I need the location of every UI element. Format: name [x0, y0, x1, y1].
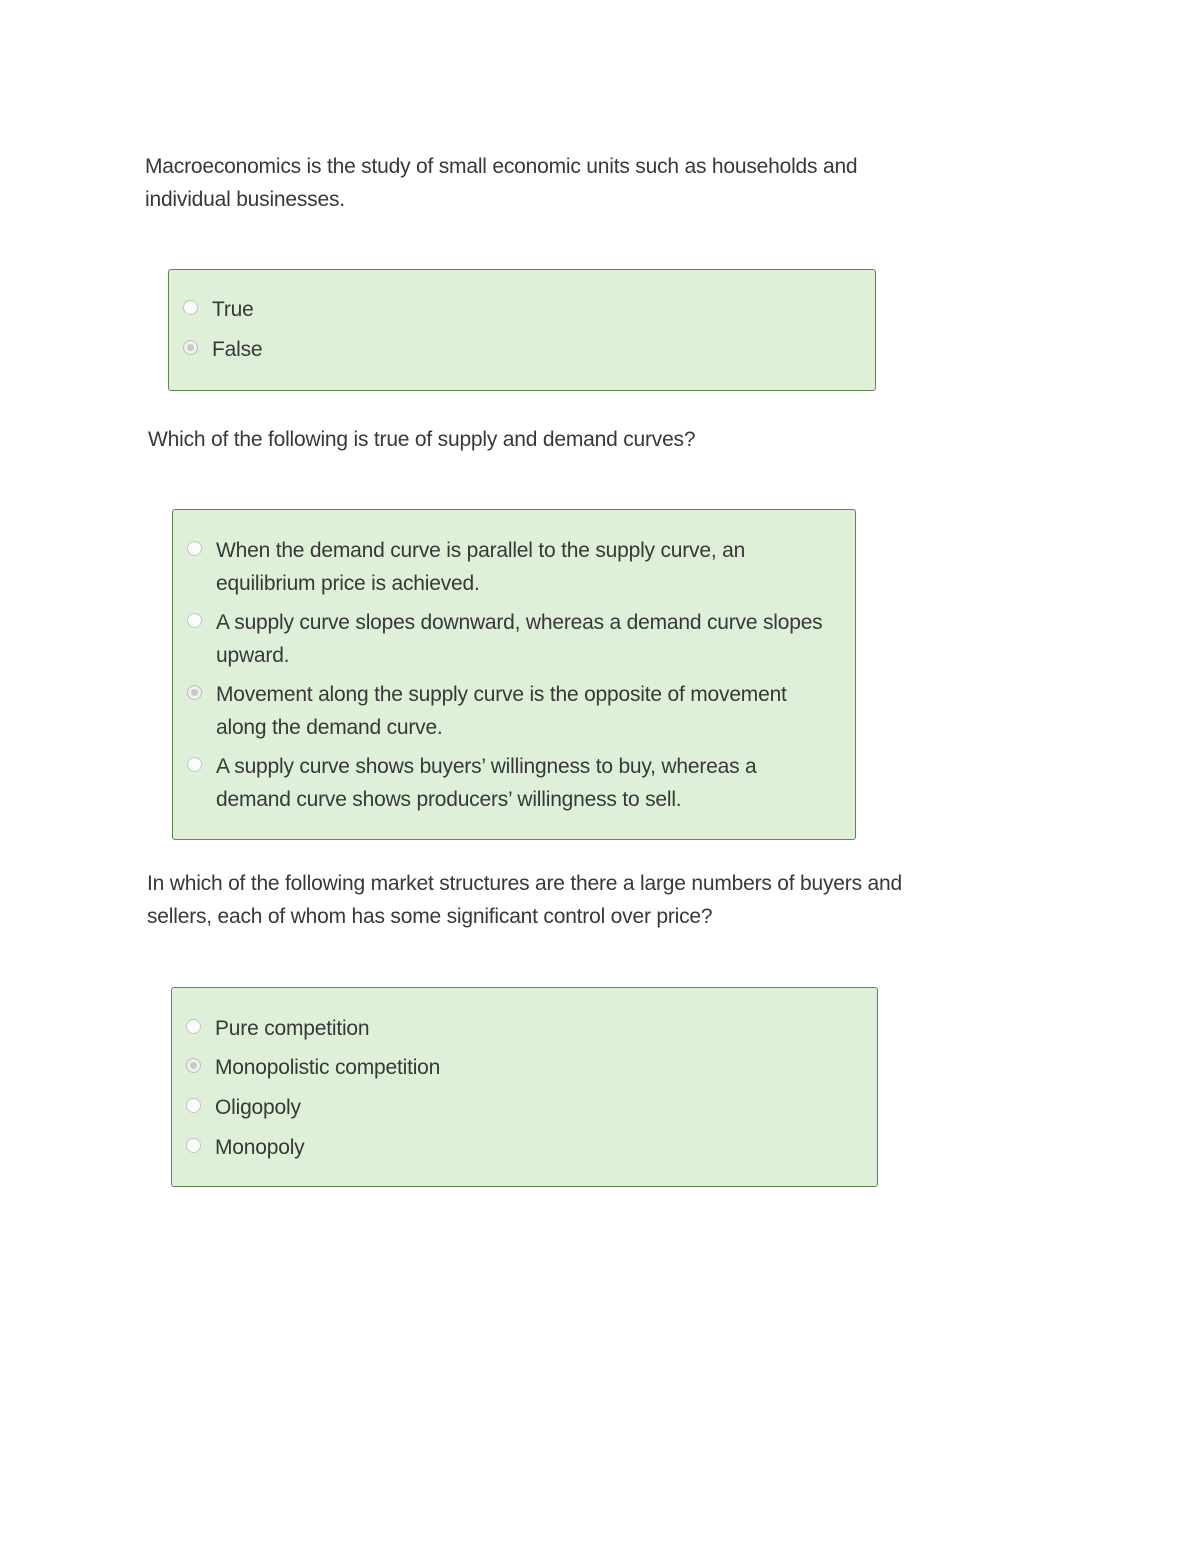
- question-3-option-4[interactable]: [186, 1131, 857, 1164]
- question-1-option-true[interactable]: [183, 293, 855, 326]
- question-3-option-1[interactable]: [186, 1012, 857, 1045]
- question-2-option-3[interactable]: [187, 678, 835, 744]
- radio-button[interactable]: [186, 1098, 201, 1113]
- question-3-answer-box: [171, 987, 878, 1187]
- option-label: Pure competition: [215, 1017, 370, 1040]
- radio-button[interactable]: [186, 1019, 201, 1034]
- question-1-answer-box: [168, 269, 876, 391]
- option-label: Oligopoly: [215, 1096, 301, 1119]
- option-label: False: [212, 338, 263, 361]
- option-label: True: [212, 298, 254, 321]
- radio-button-selected[interactable]: [187, 685, 202, 700]
- question-3-option-2[interactable]: [186, 1051, 857, 1084]
- question-1-text: Macroeconomics is the study of small economic units such as households and individual businesses.: [145, 155, 858, 211]
- question-2-text: Which of the following is true of supply and demand curves?: [148, 428, 696, 451]
- question-2-answer-box: [172, 509, 856, 840]
- option-label: When the demand curve is parallel to the supply curve, an equilibrium price is achieved.: [216, 539, 746, 595]
- question-3-option-3[interactable]: [186, 1091, 857, 1124]
- question-2-option-4[interactable]: [187, 750, 835, 816]
- radio-button[interactable]: [187, 541, 202, 556]
- radio-button-selected[interactable]: [183, 340, 198, 355]
- question-3-text: In which of the following market structures are there a large numbers of buyers and sellers, each of whom has some significant control over price?: [147, 872, 902, 928]
- option-label: A supply curve shows buyers’ willingness to buy, whereas a demand curve shows producers’ willingness to sell.: [216, 755, 757, 811]
- question-2-option-2[interactable]: [187, 606, 835, 672]
- radio-button-selected[interactable]: [186, 1058, 201, 1073]
- option-label: A supply curve slopes downward, whereas a demand curve slopes upward.: [216, 611, 823, 667]
- question-1-option-false[interactable]: [183, 333, 855, 366]
- option-label: Monopolistic competition: [215, 1056, 441, 1079]
- radio-button[interactable]: [187, 757, 202, 772]
- radio-button[interactable]: [187, 613, 202, 628]
- radio-button[interactable]: [186, 1138, 201, 1153]
- option-label: Monopoly: [215, 1136, 305, 1159]
- option-label: Movement along the supply curve is the opposite of movement along the demand curve.: [216, 683, 787, 739]
- question-2-option-1[interactable]: [187, 534, 835, 600]
- radio-button[interactable]: [183, 300, 198, 315]
